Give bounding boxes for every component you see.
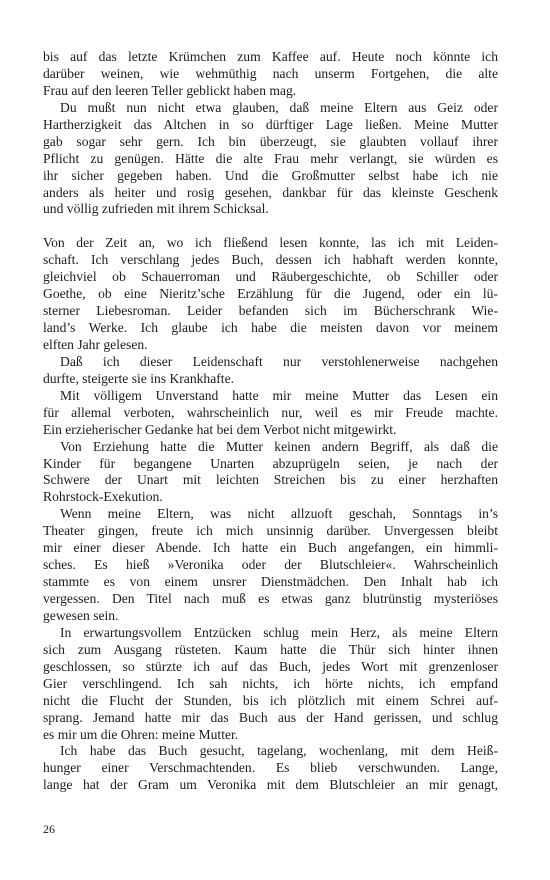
text-line: sches. Es hieß »Veronika oder der Blutschleier«. Wahrscheinlich — [43, 557, 498, 573]
text-line: es mir um die Ohren: meine Mutter. — [43, 726, 239, 742]
text-line: durfte, steigerte sie ins Krankhafte. — [43, 370, 234, 386]
text-line: vergessen. Den Titel nach muß es etwas ganz blutrünstig mysteriöses — [43, 591, 498, 606]
paragraph — [43, 100, 498, 219]
text-line: Theater gingen, freute ich mich unsinnig darüber. Unvergessen bleibt — [43, 523, 498, 539]
body-text — [43, 49, 498, 794]
text-line: hunger einer Verschmachtenden. Es blieb verschwunden. Lange, — [43, 760, 498, 776]
text-line: sterner Liebesroman. Leider befanden sich im Bücherschrank Wie- — [43, 303, 498, 319]
text-line: Ich habe das Buch gesucht, tagelang, wochenlang, mit dem Heiß- — [60, 743, 498, 759]
text-line: In erwartungsvollem Entzücken schlug mein Herz, als meine Eltern — [60, 624, 498, 640]
text-line: bis auf das letzte Krümchen zum Kaffee auf. Heute noch könnte ich — [43, 49, 498, 64]
text-line: elften Jahr gelesen. — [43, 336, 148, 352]
text-line: Frau auf den leeren Teller geblickt haben mag. — [43, 82, 297, 98]
text-line: gab sogar sehr gern. Ich bin überzeugt, sie glaubten vollauf ihrer — [43, 133, 498, 149]
text-line: nicht die Flucht der Stunden, bis ich plötzlich mit einem Schrei auf- — [43, 692, 498, 708]
text-line: land’s Werke. Ich glaube ich habe die meisten davon vor meinem — [43, 320, 498, 335]
text-line: gleichviel ob Schauerroman und Räubergeschichte, ob Schiller oder — [43, 269, 498, 285]
text-line: lange hat der Gram um Veronika mit dem Blutschleier an mir genagt, — [43, 777, 498, 793]
text-line: Rohrstock-Exekution. — [43, 489, 163, 505]
text-line: sprang. Jemand hatte mir das Buch aus der Hand gerissen, und schlug — [43, 709, 498, 725]
text-line: Kinder für begangene Unarten abzuprügeln seien, je nach der — [43, 455, 498, 471]
text-line: Hartherzigkeit das Altchen in so dürftiger Lage ließen. Meine Mutter — [43, 116, 498, 132]
text-line: anders als heiter und rosig gesehen, dankbar für das kleinste Geschenk — [43, 184, 498, 200]
text-line: Du mußt nun nicht etwa glauben, daß meine Eltern aus Geiz oder — [60, 99, 498, 115]
text-line: Pflicht zu genügen. Hätte die alte Frau mehr verlangt, sie würden es — [43, 150, 498, 166]
text-line: Von der Zeit an, wo ich fließend lesen konnte, las ich mit Leiden- — [43, 235, 498, 251]
paragraph — [43, 388, 498, 439]
text-line: geschlossen, so stürzte ich auf das Buch, jedes Wort mit grenzenloser — [43, 658, 498, 674]
paragraph — [43, 49, 498, 100]
text-line: für allemal verboten, wahrscheinlich nur, weil es mir Freude machte. — [43, 404, 498, 420]
text-line: Daß ich dieser Leidenschaft nur verstohlenerweise nachgehen — [60, 353, 498, 369]
paragraph — [43, 506, 498, 625]
text-line: Mit völligem Unverstand hatte mir meine Mutter das Lesen ein — [60, 387, 498, 403]
paragraph — [43, 625, 498, 744]
paragraph — [43, 743, 498, 794]
paragraph — [43, 354, 498, 388]
text-line: und völlig zufrieden mit ihrem Schicksal. — [43, 201, 269, 217]
text-line: sich zum Ausgang rüsteten. Kaum hatte die Thür sich hinter ihnen — [43, 641, 498, 657]
text-line: Schwere der Unart mit leichten Streichen bis zu einer herzhaften — [43, 472, 498, 488]
text-line: stammte es von einem unsrer Dienstmädchen. Den Inhalt hab ich — [43, 574, 498, 590]
text-line: darüber weinen, wie wehmüthig nach unserm Fortgehen, die alte — [43, 65, 498, 81]
paragraph — [43, 235, 498, 354]
text-line: gewesen sein. — [43, 607, 119, 623]
text-line: mir einer dieser Abende. Ich hatte ein Buch angefangen, ein himmli- — [43, 540, 498, 556]
text-line: Von Erziehung hatte die Mutter keinen andern Begriff, als daß die — [60, 438, 498, 454]
text-line: ihr sicher gegeben haben. Und die Großmutter selbst habe ich nie — [43, 167, 498, 183]
text-line: schaft. Ich verschlang jedes Buch, dessen ich habhaft werden konnte, — [43, 252, 498, 268]
page-number: 26 — [43, 822, 55, 836]
section-gap — [43, 218, 498, 235]
text-line: Goethe, ob eine Nieritz’sche Erzählung für die Jugend, oder ein lü- — [43, 286, 498, 302]
text-line: Ein erzieherischer Gedanke hat bei dem Verbot nicht mitgewirkt. — [43, 421, 397, 437]
text-line: Gier verschlingend. Ich sah nichts, ich hörte nichts, ich empfand — [43, 675, 498, 691]
paragraph — [43, 439, 498, 507]
text-line: Wenn meine Eltern, was nicht allzuoft geschah, Sonntags in’s — [60, 506, 498, 522]
